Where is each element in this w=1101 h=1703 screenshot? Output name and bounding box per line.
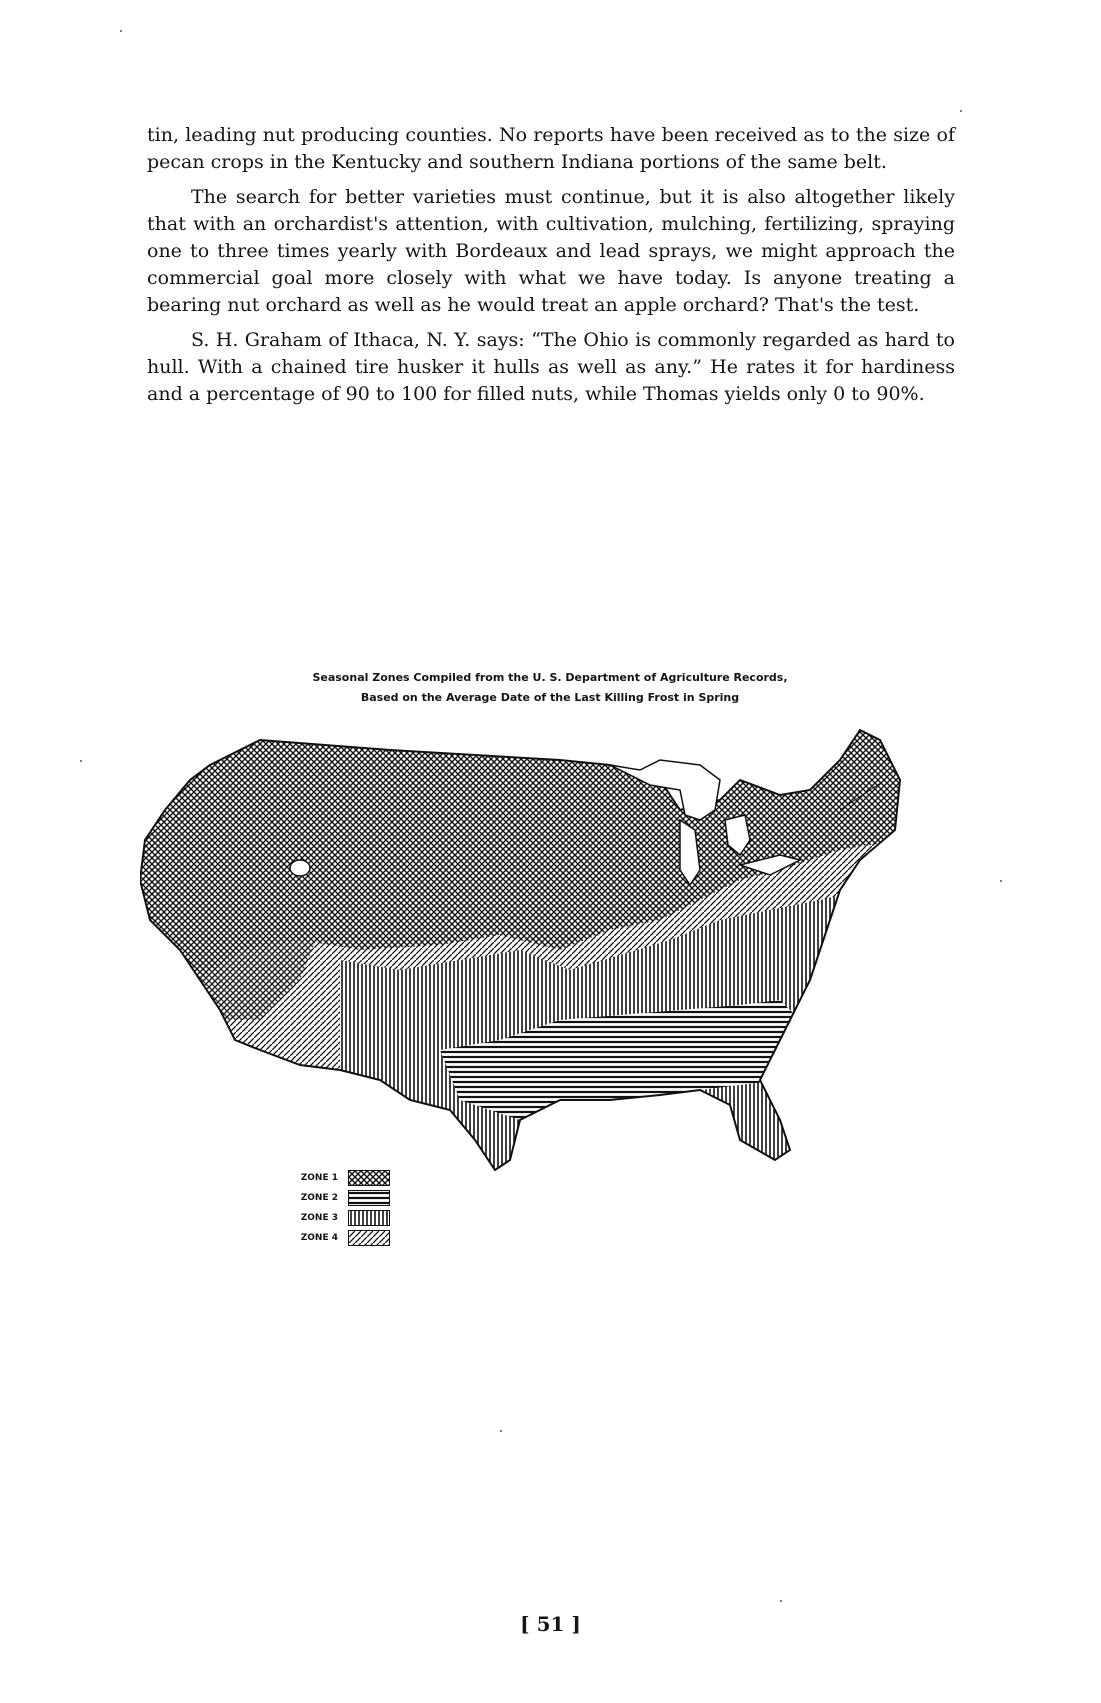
- scan-speck: [500, 1430, 502, 1432]
- legend-label: ZONE 4: [300, 1233, 338, 1243]
- scan-speck: [80, 760, 82, 762]
- zone-2-swatch: [348, 1190, 390, 1206]
- figure-caption: [160, 668, 940, 708]
- legend-label: ZONE 2: [300, 1193, 338, 1203]
- great-salt-lake: [290, 860, 310, 876]
- legend-item-zone-3: [290, 1208, 410, 1228]
- map-svg: [140, 720, 980, 1250]
- map-legend: [290, 1168, 410, 1248]
- page-number: [ 51 ]: [520, 1612, 581, 1636]
- paragraph-3: S. H. Graham of Ithaca, N. Y. says: “The Ohio is commonly regarded as hard to hull. With a chained tire husker it hulls as well as any.” He rates it for hardiness and a percentage of 90 to 100 for filled nuts, while Thomas yields only 0 to 90%.: [147, 329, 955, 405]
- legend-item-zone-1: [290, 1168, 410, 1188]
- legend-label: ZONE 3: [300, 1213, 338, 1223]
- scan-speck: [960, 110, 962, 112]
- caption-line-2: Based on the Average Date of the Last Killing Frost in Spring: [360, 691, 740, 704]
- paragraph-1: tin, leading nut producing counties. No reports have been received as to the size of pecan crops in the Kentucky and southern Indiana portions of the same belt.: [147, 124, 955, 173]
- legend-item-zone-4: [290, 1228, 410, 1248]
- body-text: [147, 122, 955, 408]
- us-frost-zone-map: [140, 720, 980, 1250]
- zone-3-swatch: [348, 1210, 390, 1226]
- scan-speck: [1000, 880, 1002, 882]
- zone-1-swatch: [348, 1170, 390, 1186]
- scan-speck: [780, 1600, 782, 1602]
- legend-label: ZONE 1: [300, 1173, 338, 1183]
- scan-speck: [120, 30, 122, 32]
- paragraph-2: The search for better varieties must continue, but it is also altogether likely that with an orchardist's attention, with cultivation, mulching, fertilizing, spraying one to three times yearly with Bordeaux and lead sprays, we might approach the commercial goal more closely with what we have today. Is anyone treating a bearing nut orchard as well as he would treat an apple orchard? That's the test.: [147, 186, 955, 316]
- zone-4-swatch: [348, 1230, 390, 1246]
- caption-line-1: Seasonal Zones Compiled from the U. S. Department of Agriculture Records,: [312, 671, 788, 684]
- legend-item-zone-2: [290, 1188, 410, 1208]
